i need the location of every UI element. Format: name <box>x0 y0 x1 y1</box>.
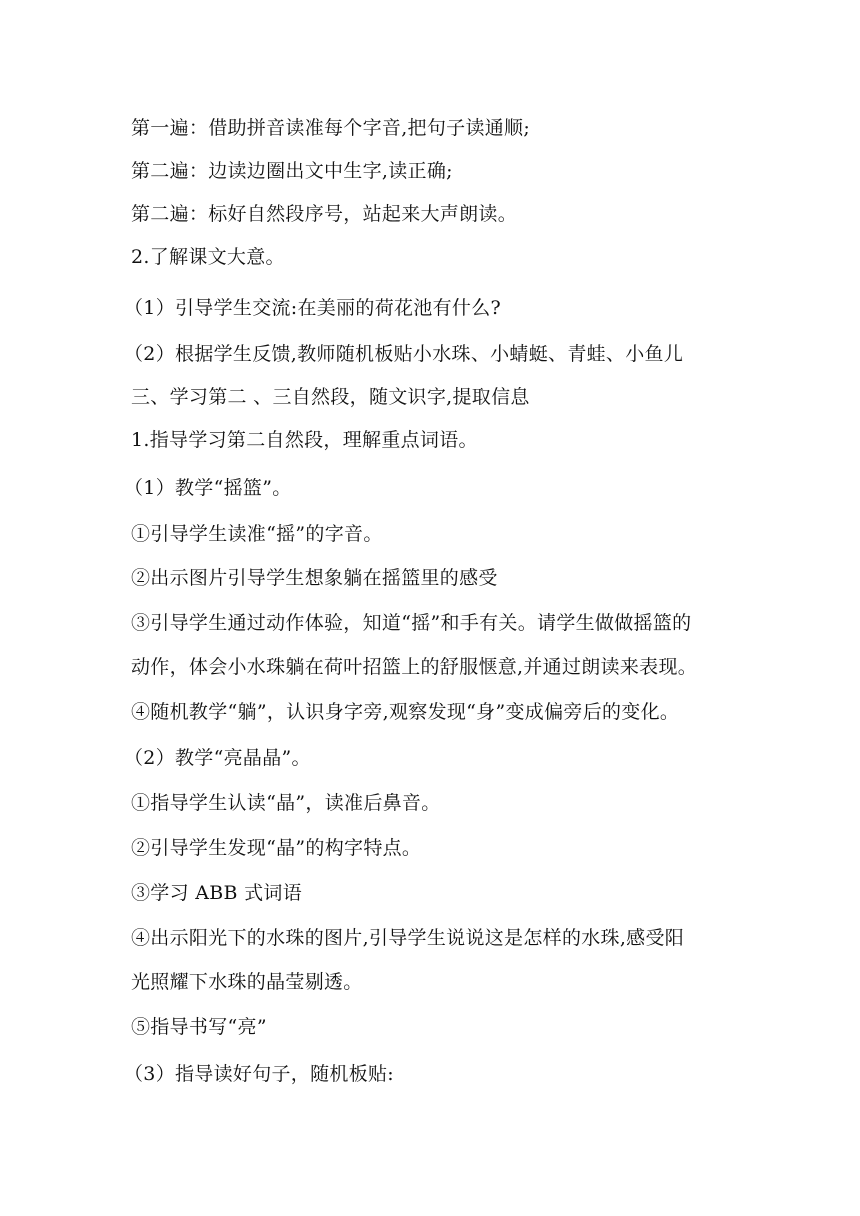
text-line-1: 第一遍：借助拼音读准每个字音,把句子读通顺; <box>131 117 531 139</box>
text-line-21: ⑤指导书写“亮” <box>131 1016 267 1038</box>
text-line-5: （1）引导学生交流:在美丽的荷花池有什么? <box>124 297 501 319</box>
text-line-4: 2.了解课文大意。 <box>131 246 285 268</box>
text-line-7: 三、学习第二 、三自然段，随文识字,提取信息 <box>131 386 530 408</box>
text-line-18: ③学习 ABB 式词语 <box>131 882 303 904</box>
text-line-16: ①指导学生认读“晶”，读准后鼻音。 <box>131 792 441 814</box>
text-line-8: 1.指导学习第二自然段，理解重点词语。 <box>131 429 478 451</box>
text-line-6: （2）根据学生反馈,教师随机板贴小水珠、小蜻蜓、青蛙、小鱼儿 <box>124 343 684 365</box>
text-line-22: （3）指导读好句子，随机板贴: <box>124 1063 394 1085</box>
text-line-20: 光照耀下水珠的晶莹剔透。 <box>131 971 363 993</box>
text-line-19: ④出示阳光下的水珠的图片,引导学生说说这是怎样的水珠,感受阳 <box>131 927 685 949</box>
text-line-3: 第二遍：标好自然段序号，站起来大声朗读。 <box>131 203 518 225</box>
text-line-11: ②出示图片引导学生想象躺在摇篮里的感受 <box>131 567 498 589</box>
text-line-12: ③引导学生通过动作体验，知道“摇”和手有关。请学生做做摇篮的 <box>131 612 692 634</box>
text-line-10: ①引导学生读准“摇”的字音。 <box>131 523 383 545</box>
text-line-14: ④随机教学“躺”，认识身字旁,观察发现“身”变成偏旁后的变化。 <box>131 701 680 723</box>
text-line-9: （1）教学“摇篮”。 <box>124 477 292 499</box>
text-line-15: （2）教学“亮晶晶”。 <box>124 747 311 769</box>
text-line-17: ②引导学生发现“晶”的构字特点。 <box>131 837 422 859</box>
text-line-2: 第二遍：边读边圈出文中生字,读正确; <box>131 160 453 182</box>
text-line-13: 动作，体会小水珠躺在荷叶招篮上的舒服惬意,并通过朗读来表现。 <box>131 656 698 678</box>
